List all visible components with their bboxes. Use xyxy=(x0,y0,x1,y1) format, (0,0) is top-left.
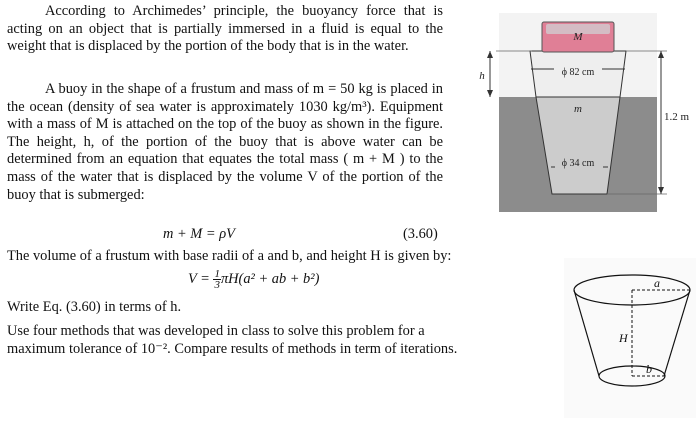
label-m: m xyxy=(574,103,582,115)
instruction-methods-line1: Use four methods that was developed in class to solve this problem for a xyxy=(7,323,425,339)
volume-text: The volume of a frustum with base radii of a and b, and height H is given by: xyxy=(7,248,452,264)
volume-rhs: πH(a² + ab + b²) xyxy=(220,270,320,287)
label-H: H xyxy=(619,331,628,345)
equation-3-60: m + M = ρV xyxy=(163,226,235,242)
buoy-text: A buoy in the shape of a frustum and mass of m = 50 kg is placed in the ocean (density of sea water is approximately 1030 kg/m³). Equipment with a mass of M is attached on the top of the buoy as shown in the figure. The height, h, of the portion of the buoy that is above water can be determined from an equation that equates the total mass ( m + M ) to the mass of the water that is displaced by the volume V of the portion of the buoy that is submerged: xyxy=(7,81,443,203)
volume-lhs: V = xyxy=(188,270,210,287)
height-arrow-top xyxy=(658,51,664,58)
intro-paragraph xyxy=(7,3,443,56)
height-arrow-bottom xyxy=(658,187,664,194)
one-third-fraction xyxy=(213,269,221,290)
frustum-figure xyxy=(564,258,696,418)
instruction-methods-line2: maximum tolerance of 10⁻². Compare results of methods in term of iterations. xyxy=(7,341,458,357)
label-height: 1.2 m xyxy=(664,111,690,123)
h-arrow-bottom xyxy=(487,90,493,97)
buoy-paragraph xyxy=(7,81,443,204)
intro-text: According to Archimedes’ principle, the buoyancy force that is acting on an object that is partially immersed in a fluid is equal to the weight that is displaced by the portion of the body that is in the water. xyxy=(7,3,443,55)
buoy-figure xyxy=(462,7,697,215)
label-h: h xyxy=(479,70,485,82)
fraction-numerator: 1 xyxy=(214,268,220,280)
fraction-denominator: 3 xyxy=(214,279,220,291)
instruction-write-eq: Write Eq. (3.60) in terms of h. xyxy=(7,299,182,315)
frustum-volume-equation xyxy=(188,269,319,290)
bottom-diameter-label: ϕ 34 cm xyxy=(561,158,595,169)
label-a: a xyxy=(654,276,660,290)
equation-number: (3.60) xyxy=(403,226,438,242)
h-arrow-top xyxy=(487,51,493,58)
label-M: M xyxy=(573,31,583,43)
top-diameter-label: ϕ 82 cm xyxy=(561,67,595,78)
label-b: b xyxy=(646,362,652,376)
